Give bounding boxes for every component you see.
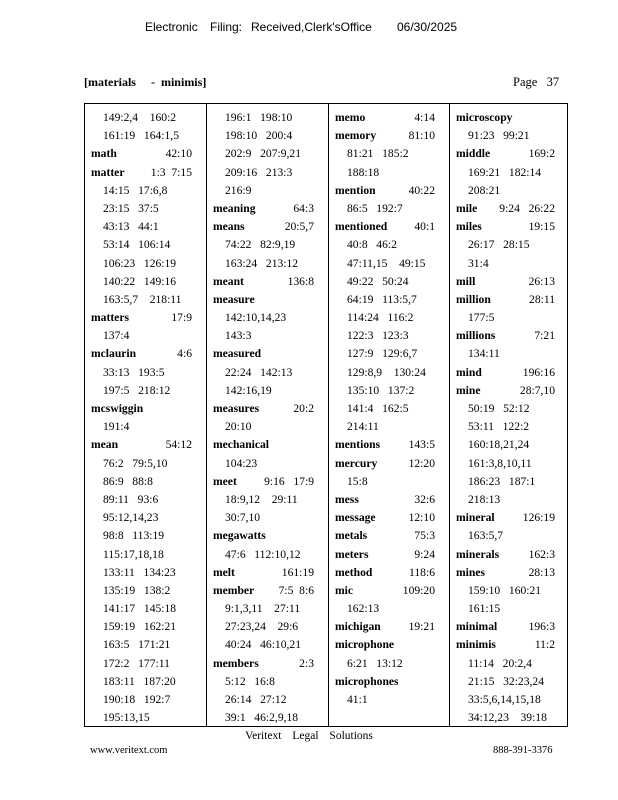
- index-first-ref: 12:20: [408, 456, 435, 470]
- index-entry: [450, 327, 569, 363]
- index-entry: [85, 400, 206, 436]
- index-first-ref: 162:3: [528, 547, 555, 561]
- index-term: measured: [213, 347, 262, 361]
- index-first-ref: 118:6: [409, 565, 435, 579]
- index-entry: [450, 564, 569, 619]
- index-term-line: [329, 127, 449, 145]
- index-ref-line: 191:4: [103, 420, 130, 434]
- index-first-ref: 40:22: [408, 183, 435, 197]
- index-first-ref: 7:5 8:6: [278, 583, 314, 597]
- index-entry: [207, 200, 328, 218]
- index-entry: [329, 673, 449, 709]
- index-term: mechanical: [213, 438, 270, 452]
- index-term-line: [207, 527, 328, 545]
- index-ref-line: 98:8 113:19: [103, 529, 165, 543]
- index-first-ref: 2:3: [299, 656, 314, 670]
- index-term-line: [85, 145, 206, 163]
- index-ref-line: 141:4 162:5: [347, 402, 409, 415]
- index-ref-line: 159:10 160:21: [468, 583, 542, 597]
- index-ref-line: 127:9 129:6,7: [347, 347, 418, 361]
- index-ref-line: 11:14 20:2,4: [468, 656, 532, 670]
- index-first-ref: 54:12: [165, 438, 192, 452]
- index-term: math: [91, 147, 117, 161]
- index-ref-line: 141:17 145:18: [103, 602, 177, 616]
- index-term-line: [450, 145, 569, 163]
- index-term-line: [329, 218, 449, 236]
- index-ref-line: 149:2,4 160:2: [103, 111, 177, 124]
- index-term: mentioned: [335, 220, 388, 234]
- index-term-line: [450, 291, 569, 309]
- index-ref-line: 190:18 192:7: [103, 693, 171, 706]
- index-column-4: [449, 104, 569, 726]
- index-ref-line: 208:21: [468, 183, 501, 197]
- index-first-ref: 11:2: [534, 638, 555, 652]
- index-ref-line: 137:4: [103, 329, 130, 343]
- index-ref-line: 26:14 27:12: [225, 693, 287, 706]
- index-ref-line: 142:16,19: [225, 383, 272, 397]
- index-term: meant: [213, 274, 244, 288]
- index-ref-line: 133:11 134:23: [103, 565, 176, 579]
- index-entry: [450, 273, 569, 291]
- index-term: middle: [456, 147, 491, 161]
- index-term: means: [213, 220, 245, 234]
- index-ref-line: 143:3: [225, 329, 252, 343]
- index-first-ref: 81:10: [408, 129, 435, 143]
- index-ref-line: 198:10 200:4: [225, 129, 293, 143]
- index-ref-line: 40:8 46:2: [347, 238, 397, 252]
- index-entry: [207, 473, 328, 528]
- index-term-line: [85, 309, 206, 327]
- index-first-ref: 28:13: [528, 565, 555, 579]
- index-term: microphone: [335, 638, 395, 652]
- index-ref-line: 163:5 171:21: [103, 638, 171, 652]
- index-term: message: [335, 511, 376, 525]
- index-term: mess: [335, 492, 359, 506]
- header-filing: Filing:: [210, 20, 243, 34]
- index-ref-line: 26:17 28:15: [468, 238, 530, 252]
- index-ref-line: 186:23 187:1: [468, 474, 536, 488]
- index-term: microphones: [335, 674, 399, 688]
- index-first-ref: 20:2: [293, 402, 314, 415]
- index-term-line: [329, 564, 449, 582]
- header-electronic: Electronic: [145, 20, 198, 34]
- index-entry: [85, 309, 206, 345]
- index-term-line: [207, 564, 328, 582]
- index-ref-line: 183:11 187:20: [103, 674, 176, 688]
- index-term-line: [207, 582, 328, 600]
- index-first-ref: 196:3: [528, 620, 555, 634]
- index-first-ref: 75:3: [414, 529, 435, 543]
- index-ref-line: 195:13,15: [103, 711, 150, 725]
- index-ref-line: 47:6 112:10,12: [225, 547, 301, 561]
- index-first-ref: 196:16: [522, 365, 555, 379]
- index-term-line: [207, 655, 328, 673]
- index-entry: [207, 218, 328, 273]
- index-term-line: [450, 200, 569, 218]
- index-term: mention: [335, 183, 376, 197]
- index-ref-line: 114:24 116:2: [347, 311, 414, 325]
- index-ref-line: 15:8: [347, 474, 368, 488]
- index-ref-line: 95:12,14,23: [103, 511, 159, 525]
- index-term-line: [207, 436, 328, 454]
- index-entry: [207, 273, 328, 291]
- index-first-ref: 20:5,7: [284, 220, 314, 234]
- index-ref-line: 196:1 198:10: [225, 111, 293, 124]
- index-first-ref: 64:3: [293, 201, 314, 215]
- index-ref-line: 86:5 192:7: [347, 201, 403, 215]
- index-column-3: [328, 104, 449, 726]
- index-ref-line: 74:22 82:9,19: [225, 238, 296, 252]
- index-first-ref: 9:16 17:9: [264, 474, 314, 488]
- word-index-grid: [84, 103, 568, 727]
- index-term-line: [329, 109, 449, 127]
- index-term-line: [450, 546, 569, 564]
- index-ref-line: 161:15: [468, 602, 501, 616]
- index-term-line: [329, 436, 449, 454]
- index-ref-line: 33:5,6,14,15,18: [468, 693, 541, 706]
- index-term-line: [329, 527, 449, 545]
- index-term-line: [329, 636, 449, 654]
- index-first-ref: 9:24 26:22: [499, 201, 555, 215]
- index-term-line: [329, 546, 449, 564]
- footer-phone: 888-391-3376: [493, 745, 553, 756]
- index-term: mic: [335, 583, 354, 597]
- index-term-line: [329, 582, 449, 600]
- index-term: mean: [91, 438, 119, 452]
- index-term: mines: [456, 565, 485, 579]
- index-ref-line: 122:3 123:3: [347, 329, 409, 343]
- index-entry: [450, 382, 569, 509]
- index-ref-line: 135:10 137:2: [347, 383, 415, 397]
- index-term-line: [450, 564, 569, 582]
- index-ref-line: 49:22 50:24: [347, 274, 409, 288]
- index-term: method: [335, 565, 373, 579]
- filing-header: [0, 20, 618, 38]
- index-term: mercury: [335, 456, 378, 470]
- index-entry: [450, 145, 569, 200]
- index-term-line: [329, 673, 449, 691]
- index-entry: [207, 655, 328, 728]
- index-ref-line: 40:24 46:10,21: [225, 638, 302, 652]
- index-first-ref: 19:21: [408, 620, 435, 634]
- index-term: memory: [335, 129, 377, 143]
- index-term-line: [85, 345, 206, 363]
- index-term-line: [329, 509, 449, 527]
- index-ref-line: 161:3,8,10,11: [468, 456, 532, 470]
- index-term-line: [85, 164, 206, 182]
- index-ref-line: 163:24 213:12: [225, 256, 299, 270]
- index-first-ref: 42:10: [165, 147, 192, 161]
- index-term-line: [450, 218, 569, 236]
- index-first-ref: 136:8: [287, 274, 314, 288]
- index-ref-line: 172:2 177:11: [103, 656, 170, 670]
- header-received: Received,Clerk'sOffice: [251, 20, 372, 34]
- index-ref-line: 162:13: [347, 602, 380, 616]
- index-term-line: [207, 400, 328, 418]
- index-entry: [329, 564, 449, 582]
- index-ref-line: 169:21 182:14: [468, 165, 542, 179]
- index-first-ref: 109:20: [402, 583, 435, 597]
- index-term-line: [207, 273, 328, 291]
- index-entry: [85, 145, 206, 163]
- index-entry: [329, 127, 449, 182]
- index-ref-line: 214:11: [347, 420, 379, 434]
- index-term-line: [329, 618, 449, 636]
- index-ref-line: 53:14 106:14: [103, 238, 171, 252]
- index-column-1: [85, 104, 206, 726]
- index-ref-line: 177:5: [468, 311, 495, 325]
- index-ref-line: 91:23 99:21: [468, 129, 530, 143]
- index-entry: [450, 546, 569, 564]
- index-column-2: [206, 104, 328, 726]
- index-term-line: [329, 491, 449, 509]
- index-term: mclaurin: [91, 347, 137, 361]
- index-entry: [207, 291, 328, 346]
- index-entry: [207, 109, 328, 200]
- index-ref-line: 76:2 79:5,10: [103, 456, 168, 470]
- index-term: minimal: [456, 620, 498, 634]
- index-ref-line: 20:10: [225, 420, 252, 434]
- index-entry: [207, 400, 328, 436]
- index-ref-line: 81:21 185:2: [347, 147, 409, 161]
- index-term-line: [85, 436, 206, 454]
- index-term: mcswiggin: [91, 402, 144, 415]
- index-ref-line: 104:23: [225, 456, 258, 470]
- index-term: mind: [456, 365, 482, 379]
- index-entry: [329, 109, 449, 127]
- index-first-ref: 28:7,10: [519, 383, 555, 397]
- index-ref-line: 160:18,21,24: [468, 438, 530, 452]
- index-ref-line: 31:4: [468, 256, 489, 270]
- index-ref-line: 5:12 16:8: [225, 674, 275, 688]
- index-ref-line: 202:9 207:9,21: [225, 147, 302, 161]
- index-entry: [329, 436, 449, 454]
- index-ref-line: 6:21 13:12: [347, 656, 403, 670]
- index-term: mineral: [456, 511, 495, 525]
- index-ref-line: 47:11,15 49:15: [347, 256, 426, 270]
- index-ref-line: 33:13 193:5: [103, 365, 165, 379]
- index-entry: [450, 200, 569, 218]
- index-ref-line: 39:1 46:2,9,18: [225, 711, 299, 725]
- index-ref-line: 50:19 52:12: [468, 402, 530, 415]
- index-entry: [329, 546, 449, 564]
- index-entry: [329, 218, 449, 436]
- index-entry: [85, 164, 206, 310]
- index-first-ref: 17:9: [171, 311, 192, 325]
- index-term-line: [207, 291, 328, 309]
- index-first-ref: 7:21: [534, 329, 555, 343]
- index-first-ref: 4:14: [414, 111, 435, 124]
- index-term: microscopy: [456, 111, 513, 124]
- index-ref-line: 209:16 213:3: [225, 165, 293, 179]
- index-entry: [329, 182, 449, 218]
- index-ref-line: 89:11 93:6: [103, 492, 159, 506]
- index-ref-line: 218:13: [468, 492, 501, 506]
- index-entry: [329, 509, 449, 527]
- index-first-ref: 161:19: [281, 565, 314, 579]
- index-ref-line: 30:7,10: [225, 511, 261, 525]
- header-date: 06/30/2025: [397, 20, 458, 34]
- index-first-ref: 32:6: [414, 492, 435, 506]
- index-ref-line: 22:24 142:13: [225, 365, 293, 379]
- index-term: million: [456, 292, 491, 306]
- index-term: members: [213, 656, 259, 670]
- index-term: meters: [335, 547, 369, 561]
- index-ref-line: 159:19 162:21: [103, 620, 177, 634]
- index-entry: [207, 564, 328, 582]
- index-entry: [207, 436, 328, 472]
- index-entry: [450, 109, 569, 145]
- index-term-line: [450, 109, 569, 127]
- index-ref-line: 163:5,7 218:11: [103, 292, 182, 306]
- index-first-ref: 26:13: [528, 274, 555, 288]
- index-ref-line: 142:10,14,23: [225, 311, 287, 325]
- index-entry: [329, 527, 449, 545]
- index-term: meet: [213, 474, 237, 488]
- index-ref-line: 115:17,18,18: [103, 547, 164, 561]
- index-term-line: [450, 327, 569, 345]
- index-first-ref: 28:11: [529, 292, 555, 306]
- index-term: member: [213, 583, 255, 597]
- index-ref-line: 34:12,23 39:18: [468, 711, 547, 725]
- index-entry: [207, 582, 328, 655]
- index-entry: [85, 345, 206, 400]
- index-term-line: [329, 455, 449, 473]
- index-entry: [85, 109, 206, 145]
- index-term-line: [450, 382, 569, 400]
- index-entry: [450, 218, 569, 273]
- index-ref-line: 129:8,9 130:24: [347, 365, 426, 379]
- index-term: metals: [335, 529, 368, 543]
- index-term: megawatts: [213, 529, 266, 543]
- index-term: miles: [456, 220, 482, 234]
- index-first-ref: 19:15: [528, 220, 555, 234]
- index-ref-line: 188:18: [347, 165, 380, 179]
- index-term: mile: [456, 201, 478, 215]
- index-first-ref: 143:5: [408, 438, 435, 452]
- index-term: minerals: [456, 547, 500, 561]
- index-ref-line: 27:23,24 29:6: [225, 620, 299, 634]
- index-term-line: [450, 273, 569, 291]
- index-entry: [329, 636, 449, 672]
- index-term-line: [85, 400, 206, 418]
- index-entry: [207, 345, 328, 400]
- index-entry: [450, 364, 569, 382]
- page-number: Page 37: [513, 75, 560, 89]
- index-range: [materials - minimis]: [84, 75, 207, 89]
- index-first-ref: 1:3 7:15: [150, 165, 192, 179]
- index-ref-line: 197:5 218:12: [103, 383, 171, 397]
- index-term: matter: [91, 165, 125, 179]
- index-ref-line: 134:11: [468, 347, 500, 361]
- index-first-ref: 169:2: [528, 147, 555, 161]
- index-ref-line: 23:15 37:5: [103, 201, 159, 215]
- index-term-line: [207, 200, 328, 218]
- index-first-ref: 40:1: [414, 220, 435, 234]
- index-first-ref: 126:19: [522, 511, 555, 525]
- index-ref-line: 140:22 149:16: [103, 274, 177, 288]
- index-entry: [207, 527, 328, 563]
- index-ref-line: 43:13 44:1: [103, 220, 159, 234]
- footer-website: www.veritext.com: [90, 745, 168, 756]
- index-term-line: [450, 509, 569, 527]
- index-first-ref: 4:6: [177, 347, 192, 361]
- index-term-line: [450, 618, 569, 636]
- index-term: meaning: [213, 201, 256, 215]
- index-ref-line: 14:15 17:6,8: [103, 183, 168, 197]
- index-ref-line: 163:5,7: [468, 529, 504, 543]
- index-entry: [450, 509, 569, 545]
- index-ref-line: 161:19 164:1,5: [103, 129, 180, 143]
- index-term: melt: [213, 565, 235, 579]
- index-term-line: [450, 636, 569, 654]
- index-entry: [450, 636, 569, 727]
- index-entry: [329, 455, 449, 491]
- index-first-ref: 12:10: [408, 511, 435, 525]
- index-term-line: [450, 364, 569, 382]
- index-term: matters: [91, 311, 129, 325]
- index-term-line: [207, 345, 328, 363]
- index-term: mentions: [335, 438, 381, 452]
- index-ref-line: 21:15 32:23,24: [468, 674, 545, 688]
- index-entry: [450, 618, 569, 636]
- index-term: millions: [456, 329, 496, 343]
- index-term-line: [207, 218, 328, 236]
- index-ref-line: 18:9,12 29:11: [225, 492, 298, 506]
- index-ref-line: 9:1,3,11 27:11: [225, 602, 301, 616]
- index-first-ref: 9:24: [414, 547, 435, 561]
- index-ref-line: 106:23 126:19: [103, 256, 177, 270]
- index-ref-line: 64:19 113:5,7: [347, 292, 417, 306]
- index-ref-line: 216:9: [225, 183, 252, 197]
- index-entry: [329, 618, 449, 636]
- index-entry: [329, 491, 449, 509]
- index-term: mine: [456, 383, 481, 397]
- index-entry: [450, 291, 569, 327]
- index-term-line: [207, 473, 328, 491]
- index-term: minimis: [456, 638, 496, 652]
- index-ref-line: 53:11 122:2: [468, 420, 530, 434]
- index-term: memo: [335, 111, 366, 124]
- index-term: measure: [213, 292, 255, 306]
- index-ref-line: 41:1: [347, 693, 368, 706]
- index-ref-line: 86:9 88:8: [103, 474, 153, 488]
- index-term: measures: [213, 402, 260, 415]
- index-term-line: [329, 182, 449, 200]
- footer-company: Veritext Legal Solutions: [245, 730, 373, 742]
- index-term: mill: [456, 274, 476, 288]
- index-entry: [329, 582, 449, 618]
- index-entry: [85, 436, 206, 727]
- index-term: michigan: [335, 620, 381, 634]
- index-ref-line: 135:19 138:2: [103, 583, 171, 597]
